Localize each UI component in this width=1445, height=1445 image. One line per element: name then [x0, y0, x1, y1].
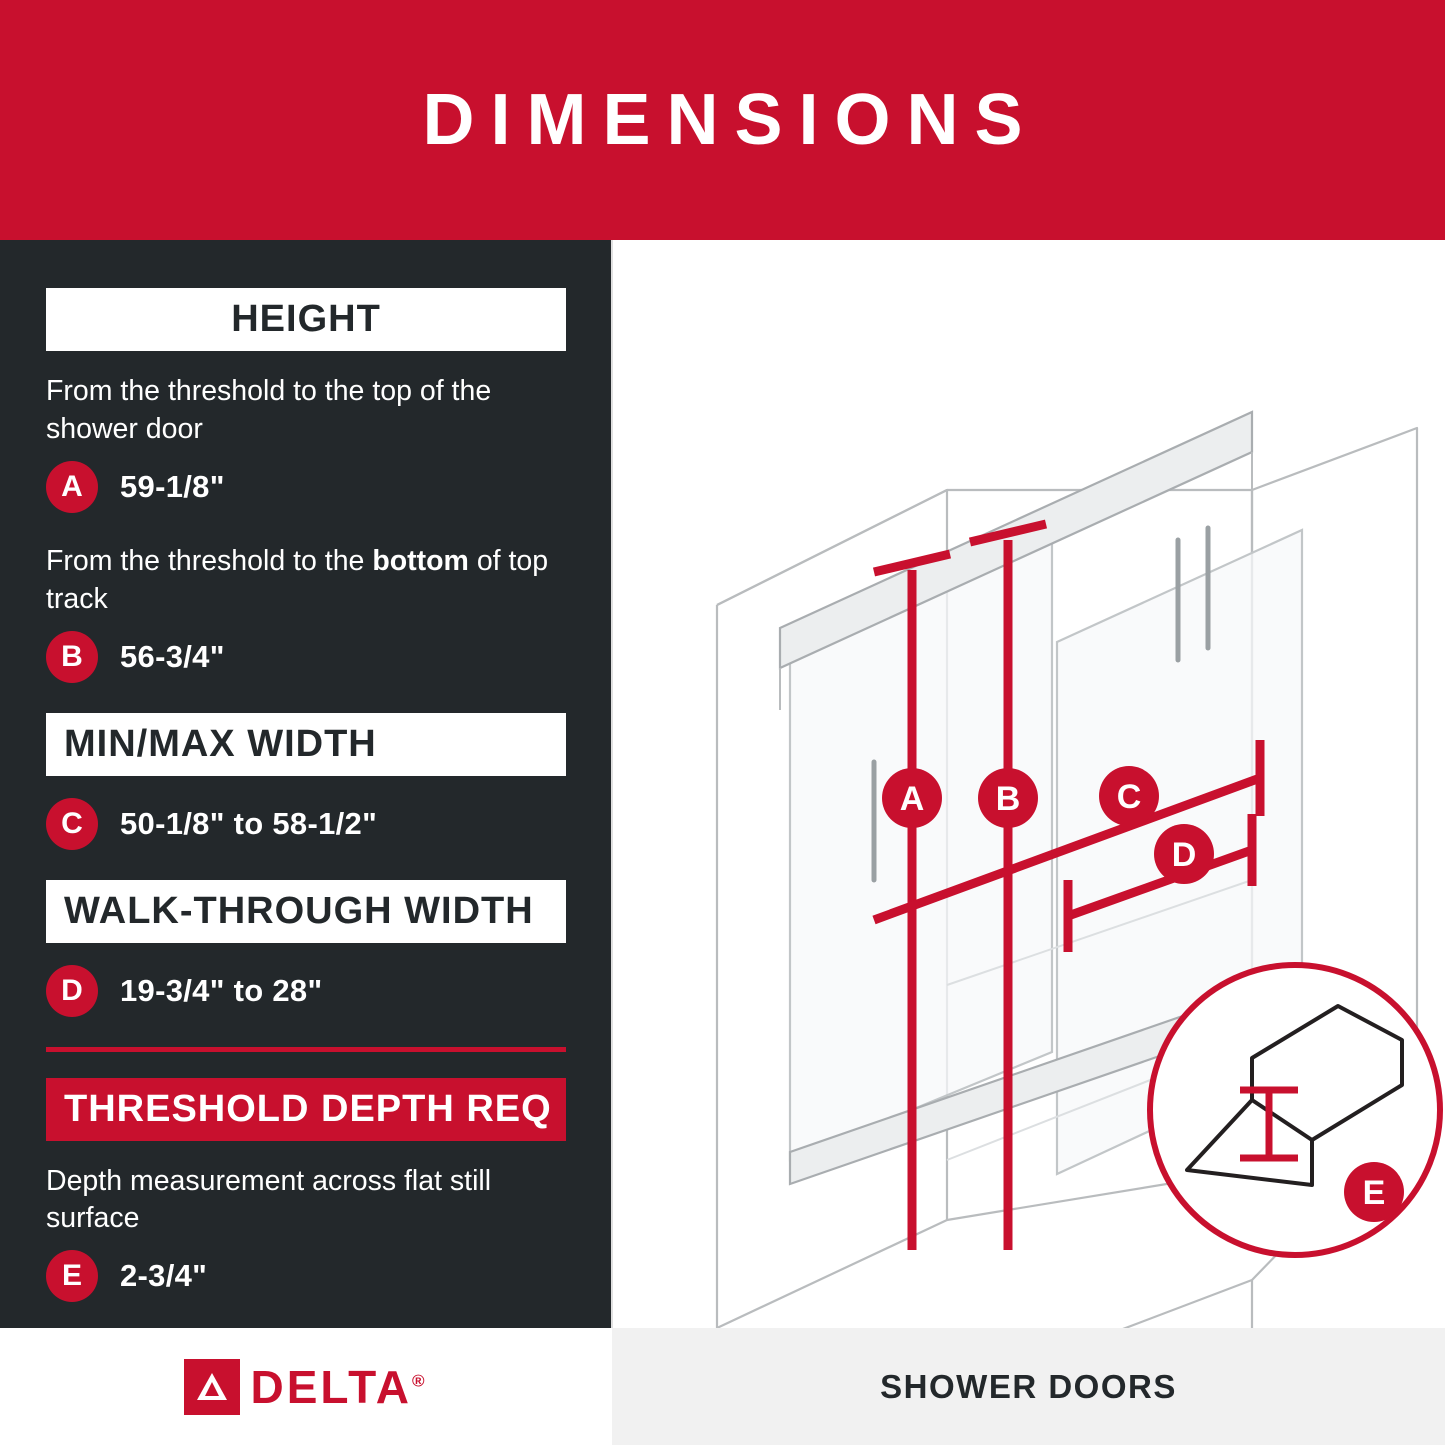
- panel-divider: [611, 240, 613, 1445]
- badge-a: A: [46, 461, 98, 513]
- specs-panel: [0, 240, 612, 1328]
- height-description-2: [46, 543, 566, 619]
- header-banner: [0, 0, 1445, 240]
- badge-e: E: [46, 1250, 98, 1302]
- value-e: 2-3/4": [120, 1258, 208, 1294]
- height-desc2-pre: From the threshold to the: [46, 544, 373, 577]
- delta-triangle-icon: [184, 1359, 240, 1415]
- delta-wordmark-text: DELTA: [250, 1360, 412, 1413]
- value-a: 59-1/8": [120, 468, 225, 504]
- illustration-panel: [612, 240, 1445, 1328]
- footer-brand: [0, 1328, 612, 1445]
- svg-text:B: B: [995, 780, 1021, 818]
- badge-d: D: [46, 965, 98, 1017]
- badge-b: B: [46, 631, 98, 683]
- section-heading-minmax: MIN/MAX WIDTH: [46, 713, 566, 776]
- svg-text:A: A: [899, 780, 925, 818]
- value-c: 50-1/8" to 58-1/2": [120, 805, 378, 841]
- threshold-description: Depth measurement across flat still surface: [46, 1164, 492, 1235]
- delta-wordmark: [250, 1360, 427, 1414]
- section-divider: [46, 1047, 566, 1052]
- category-label: SHOWER DOORS: [880, 1367, 1177, 1405]
- value-d: 19-3/4" to 28": [120, 972, 323, 1008]
- svg-text:D: D: [1171, 836, 1197, 874]
- delta-registered-mark: ®: [411, 1371, 428, 1391]
- footer-category: [612, 1328, 1445, 1445]
- section-heading-threshold: THRESHOLD DEPTH REQ: [46, 1078, 566, 1141]
- spec-row-a: [46, 461, 566, 513]
- page-title: DIMENSIONS: [422, 80, 1039, 160]
- triangle-glyph: [192, 1367, 232, 1407]
- spec-row-b: [46, 631, 566, 683]
- value-b: 56-3/4": [120, 638, 225, 674]
- badge-c: C: [46, 798, 98, 850]
- spec-row-c: [46, 798, 566, 850]
- section-heading-walkthrough: WALK-THROUGH WIDTH: [46, 880, 566, 943]
- svg-text:E: E: [1362, 1174, 1386, 1212]
- height-description-1: From the threshold to the top of the shower door: [46, 375, 492, 445]
- height-desc2-post: of top track: [46, 544, 549, 615]
- shower-door-diagram: [612, 240, 1445, 1328]
- svg-text:C: C: [1116, 778, 1142, 816]
- section-heading-height: HEIGHT: [46, 288, 566, 351]
- delta-logo: [184, 1359, 427, 1415]
- height-desc2-bold: bottom: [372, 544, 469, 577]
- spec-row-d: [46, 965, 566, 1017]
- spec-row-e: [46, 1250, 566, 1302]
